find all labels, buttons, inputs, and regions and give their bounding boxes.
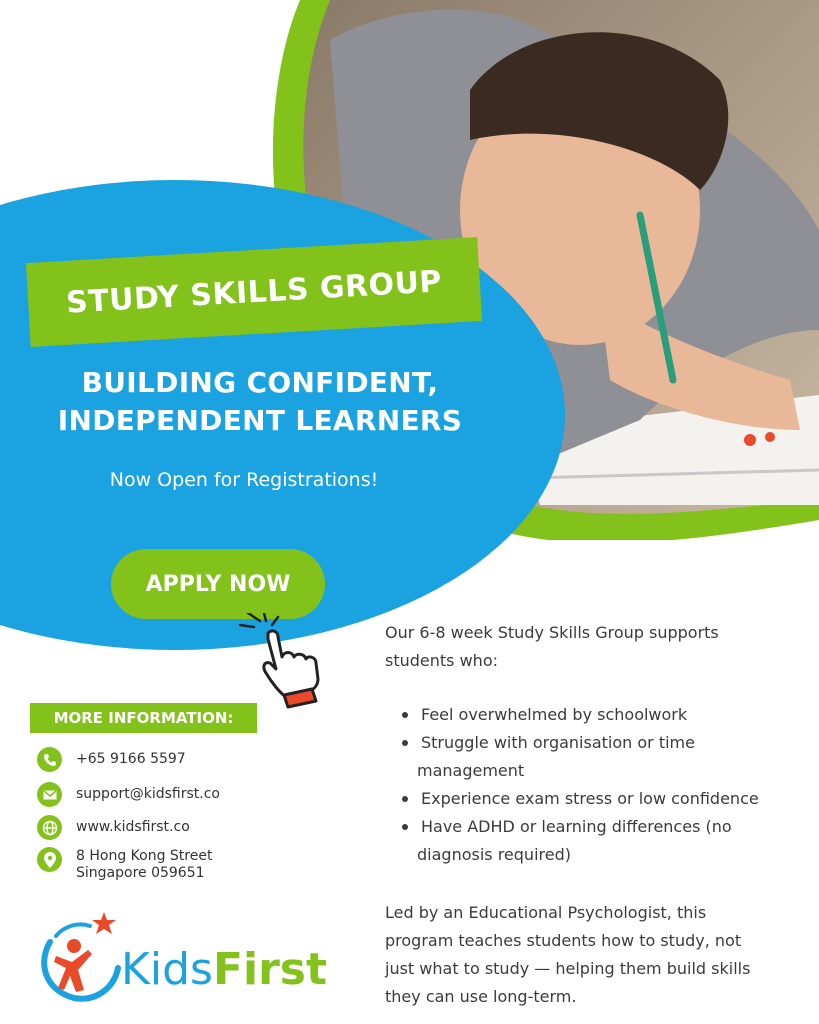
- headline-line-1: BUILDING CONFIDENT,: [81, 366, 439, 399]
- hero-headline: [0, 364, 520, 440]
- globe-icon: [37, 815, 62, 840]
- more-information-heading: MORE INFORMATION:: [30, 703, 257, 733]
- criteria-list: [385, 701, 805, 869]
- email-address: support@kidsfirst.co: [76, 786, 220, 802]
- list-item: Struggle with organisation or time management: [385, 729, 805, 785]
- phone-icon: [37, 747, 62, 772]
- intro-line-1: Our 6-8 week Study Skills Group supports: [385, 623, 719, 642]
- apply-now-button[interactable]: APPLY NOW: [111, 549, 325, 619]
- program-description: Led by an Educational Psychologist, this program teaches students how to study, not just what to study — helping them build skills they can use long-term.: [385, 903, 751, 1006]
- address-line-2: Singapore 059651: [76, 865, 205, 881]
- contact-website[interactable]: [37, 815, 190, 840]
- website-url: www.kidsfirst.co: [76, 819, 190, 835]
- contact-address: [37, 847, 212, 882]
- registration-subline: Now Open for Registrations!: [109, 469, 379, 491]
- list-item: Experience exam stress or low confidence: [385, 785, 805, 813]
- intro-line-2: students who:: [385, 651, 498, 670]
- contact-phone[interactable]: [37, 747, 186, 772]
- phone-number: +65 9166 5597: [76, 751, 186, 767]
- address-line-1: 8 Hong Kong Street: [76, 848, 213, 864]
- location-pin-icon: [37, 847, 62, 872]
- program-title: STUDY SKILLS GROUP: [65, 263, 443, 321]
- program-intro: [385, 619, 719, 675]
- pointing-hand-icon: [238, 613, 332, 709]
- star-icon: [92, 912, 116, 934]
- list-item: Have ADHD or learning differences (no diagnosis required): [385, 813, 805, 869]
- address: [76, 848, 212, 882]
- kidsfirst-logo-text: KidsFirst: [121, 944, 327, 995]
- list-item: Feel overwhelmed by schoolwork: [385, 701, 805, 729]
- mail-icon: [37, 782, 62, 807]
- contact-email[interactable]: [37, 782, 220, 807]
- headline-line-2: INDEPENDENT LEARNERS: [57, 404, 463, 437]
